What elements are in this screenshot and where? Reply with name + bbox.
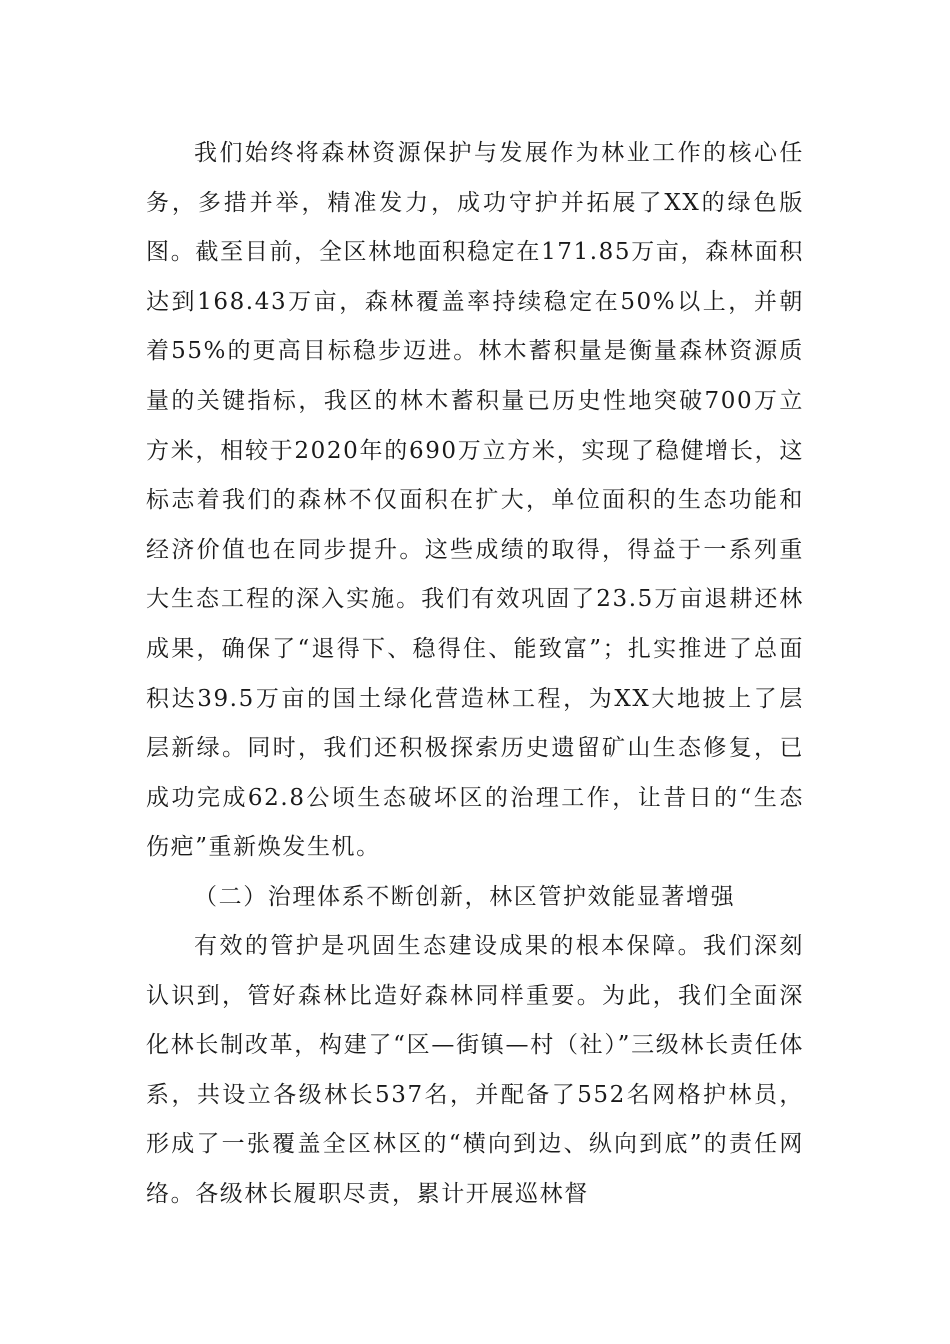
body-paragraph-management: 有效的管护是巩固生态建设成果的根本保障。我们深刻认识到，管好森林比造好森林同样重要。为此，我们全面深化林长制改革，构建了“区—街镇—村（社）”三级林长责任体系，共设立各级林长537名，并配备了552名网格护林员，形成了一张覆盖全区林区的“横向到边、纵向到底”的责任网络。各级林长履职尽责，累计开展巡林督 [146, 933, 804, 1207]
body-paragraph-forest-resources: 我们始终将森林资源保护与发展作为林业工作的核心任务，多措并举，精准发力，成功守护并拓展了XX的绿色版图。截至目前，全区林地面积稳定在171.85万亩，森林面积达到168.43万亩，森林覆盖率持续稳定在50%以上，并朝着55%的更高目标稳步迈进。林木蓄积量是衡量森林资源质量的关键指标，我区的林木蓄积量已历史性地突破700万立方米，相较于2020年的690万立方米，实现了稳健增长，这标志着我们的森林不仅面积在扩大，单位面积的生态功能和经济价值也在同步提升。这些成绩的取得，得益于一系列重大生态工程的深入实施。我们有效巩固了23.5万亩退耕还林成果，确保了“退得下、稳得住、能致富”；扎实推进了总面积达39.5万亩的国土绿化营造林工程，为XX大地披上了层层新绿。同时，我们还积极探索历史遗留矿山生态修复，已成功完成62.8公顷生态破坏区的治理工作，让昔日的“生态伤疤”重新焕发生机。 [146, 140, 804, 861]
section-heading-governance: （二）治理体系不断创新，林区管护效能显著增强 [194, 884, 736, 910]
